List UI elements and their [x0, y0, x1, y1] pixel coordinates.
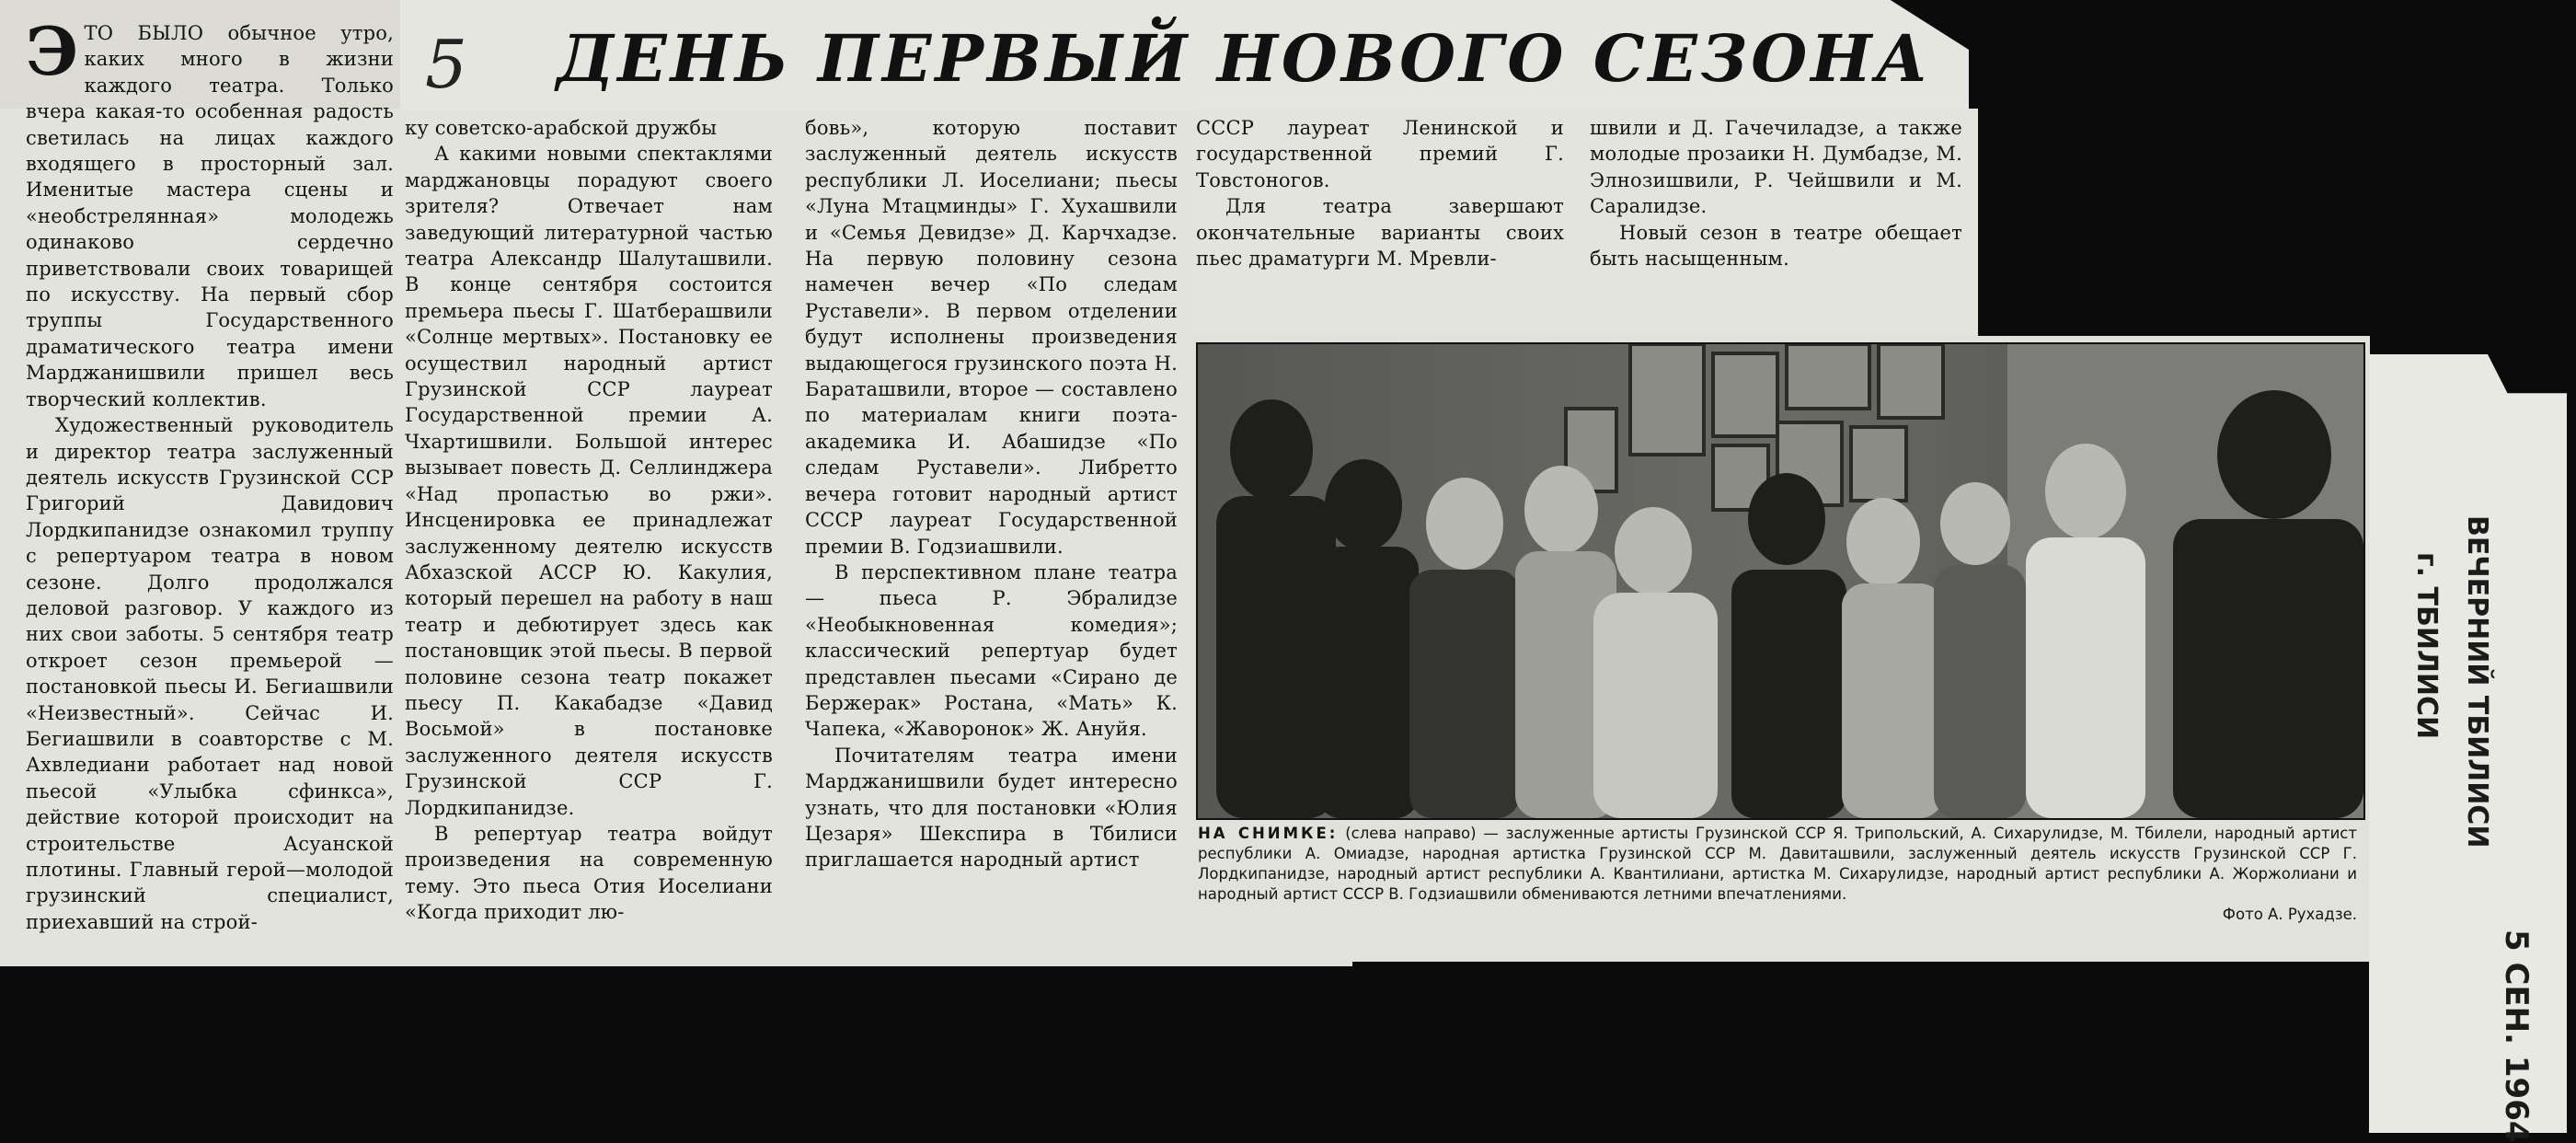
- paragraph: А какими новыми спектаклями марджановцы порадуют своего зрителя? Отвечает нам заведующий литературной частью театра Александр Шалуташвили. В конце сентября состоится премьера пьесы Г. Шатберашвили «Солнце мертвых». Постановку ее осуществил народный артист Грузинской ССР лауреат Государственной премии А. Чхартишвили. Большой интерес вызывает повесть Д. Селлинджера «Над пропастью во ржи». Инсценировка ее принадлежат заслуженному деятелю искусств Абхазской АССР Ю. Какулия, который перешел на работу в наш театр и дебютирует здесь как постановщик этой пьесы. В первой половине сезона театр покажет пьесу П. Какабадзе «Давид Восьмой» в постановке заслуженного деятеля искусств Грузинской ССР Г. Лордкипанидзе.: [405, 143, 773, 819]
- paragraph: В репертуар театра войдут произведения на современную тему. Это пьеса Отия Иоселиани «Когда приходит лю-: [405, 822, 773, 924]
- paragraph: ку советско-арабской дружбы: [405, 117, 718, 139]
- paragraph: бовь», которую поставит заслуженный деятель искусств республики Л. Иоселиани; пьесы «Луна Мтацминды» Г. Хухашвили и «Семья Девидзе» Д. Карчхадзе. На первую половину сезона намечен вечер «По следам Руставели». В первом отделении будут исполнены произведения выдающегося грузинского поэта Н. Бараташвили, второе — составлено по материалам книги поэта-академика И. Абашидзе «По следам Руставели». Либретто вечера готовит народный артист СССР лауреат Государственной премии В. Годзиашвили.: [805, 117, 1178, 558]
- headline: ДЕНЬ ПЕРВЫЙ НОВОГО СЕЗОНА: [557, 20, 1932, 97]
- article-column-4: [1196, 115, 1564, 271]
- drop-cap: Э: [26, 12, 79, 90]
- background-gap: [1352, 962, 2374, 1133]
- photo-caption: [1198, 824, 2357, 925]
- handwritten-number: 5: [425, 26, 467, 103]
- caption-lead: НА СНИМКЕ:: [1198, 825, 1339, 842]
- group-photo-image: [1198, 344, 2363, 818]
- paragraph: Для театра завершают окончательные варианты своих пьес драматурги М. Мревли-: [1196, 195, 1564, 271]
- article-column-1: [26, 12, 394, 935]
- caption-text: (слева направо) — заслуженные артисты Грузинской ССР Я. Трипольский, А. Сихарулидзе, М. Тбилели, народный артист республики А. Омиадзе, народная артистка Грузинской ССР М. Давиташвили, заслуженный деятель искусств Грузинской ССР Г. Лордкипанидзе, народный артист республики А. Квантилиани, артистка М. Сихарулидзе, народный артист республики А. Жоржолиани и народный артист СССР В. Годзиашвили обмениваются летними впечатлениями.: [1198, 825, 2357, 903]
- paragraph: швили и Д. Гачечиладзе, а также молодые прозаики Н. Думбадзе, М. Элнозишвили, Р. Чейшвили и М. Саралидзе.: [1590, 117, 1962, 218]
- stamp-date: 5 СЕН. 1964: [2498, 929, 2535, 1143]
- paragraph: Новый сезон в театре обещает быть насыщенным.: [1590, 221, 1962, 271]
- group-photo: [1196, 342, 2365, 820]
- article-column-2: [405, 115, 773, 926]
- paragraph: Художественный руководитель и директор театра заслуженный деятель искусств Грузинской ССР Григорий Давидович Лордкипанидзе ознакомил труппу с репертуаром театра в новом сезоне. Долго продолжался деловой разговор. У каждого из них свои заботы. 5 сентября театр откроет сезон премьерой — постановкой пьесы И. Бегиашвили «Неизвестный». Сейчас И. Бегиашвили в соавторстве с М. Ахвледиани работает над новой пьесой «Улыбка сфинкса», действие которой происходит на строительстве Асуанской плотины. Главный герой—молодой грузинский специалист, приехавший на строй-: [26, 414, 394, 933]
- article-column-5: [1590, 115, 1962, 271]
- paragraph: ТО БЫЛО обычное утро, каких много в жизни каждого театра. Только вчера какая-то особенная радость светилась на лицах каждого входящего в просторный зал. Именитые мастера сцены и «необстрелянная» молодежь одинаково сердечно приветствовали своих товарищей по искусству. На первый сбор труппы Государственного драматического театра имени Марджанишвили пришел весь творческий коллектив.: [26, 22, 394, 410]
- paragraph: В перспективном плане театра — пьеса Р. Эбралидзе «Необыкновенная комедия»; классический репертуар будет представлен пьесами «Сирано де Бержерак» Ростана, «Мать» К. Чапека, «Жаворонок» Ж. Ануйя.: [805, 560, 1178, 741]
- paragraph: Почитателям театра имени Марджанишвили будет интересно узнать, что для постановки «Юлия Цезаря» Шекспира в Тбилиси приглашается народный артист: [805, 744, 1178, 872]
- stamp-city: г. ТБИЛИСИ: [2410, 552, 2443, 740]
- stamp-paper-name: ВЕЧЕРНИЙ ТБИЛИСИ: [2461, 515, 2493, 849]
- photo-credit: Фото А. Рухадзе.: [2222, 906, 2357, 923]
- article-column-3: [805, 115, 1178, 873]
- paragraph: СССР лауреат Ленинской и государственной премий Г. Товстоногов.: [1196, 117, 1564, 191]
